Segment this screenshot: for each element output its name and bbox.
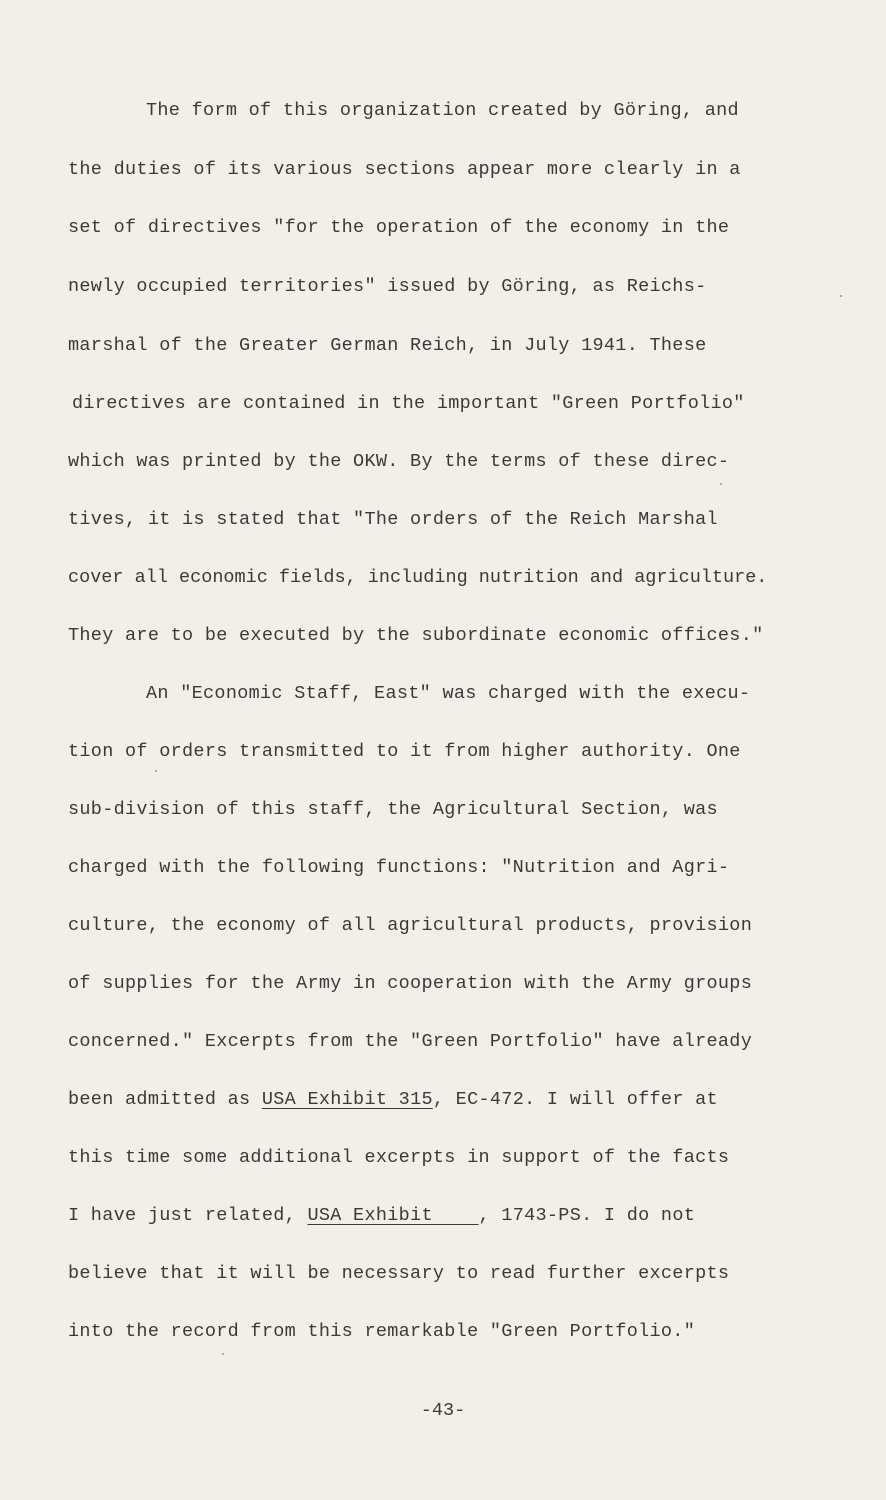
paper-speck <box>840 295 842 297</box>
text-line: tives, it is stated that "The orders of the Reich Marshal <box>68 509 718 530</box>
text-line: which was printed by the OKW. By the terms of these direc- <box>68 451 730 472</box>
page-number: -43- <box>420 1400 466 1421</box>
text-fragment: been admitted as <box>68 1089 262 1110</box>
text-line: of supplies for the Army in cooperation with the Army groups <box>68 973 753 994</box>
text-line: The form of this organization created by Göring, and <box>146 100 739 121</box>
text-line: this time some additional excerpts in support of the facts <box>68 1147 730 1168</box>
text-line: sub-division of this staff, the Agricultural Section, was <box>68 799 718 820</box>
text-line: concerned." Excerpts from the "Green Portfolio" have already <box>68 1031 753 1052</box>
text-line: tion of orders transmitted to it from higher authority. One <box>68 741 741 762</box>
text-line: charged with the following functions: "Nutrition and Agri- <box>68 857 730 878</box>
text-line: An "Economic Staff, East" was charged with the execu- <box>146 683 751 704</box>
paper-speck <box>222 1353 224 1355</box>
exhibit-reference-blank: USA Exhibit <box>307 1205 479 1226</box>
text-line: marshal of the Greater German Reich, in July 1941. These <box>68 335 707 356</box>
text-line: set of directives "for the operation of the economy in the <box>68 217 730 238</box>
text-line: newly occupied territories" issued by Göring, as Reichs- <box>68 276 707 297</box>
paper-speck <box>155 770 157 772</box>
text-fragment: , EC-472. I will offer at <box>432 1089 718 1110</box>
text-line <box>68 1089 718 1111</box>
text-line: They are to be executed by the subordinate economic offices." <box>68 625 764 646</box>
text-fragment: I have just related, <box>68 1205 308 1226</box>
text-line <box>68 1205 695 1227</box>
text-line: into the record from this remarkable "Green Portfolio." <box>68 1321 696 1342</box>
text-line: directives are contained in the important "Green Portfolio" <box>72 393 745 414</box>
text-line: the duties of its various sections appear more clearly in a <box>68 159 741 180</box>
paper-speck <box>720 483 722 485</box>
text-line: cover all economic fields, including nutrition and agriculture. <box>68 567 768 588</box>
exhibit-reference: USA Exhibit 315 <box>261 1089 433 1110</box>
text-line: culture, the economy of all agricultural products, provision <box>68 915 753 936</box>
text-fragment: , 1743-PS. I do not <box>478 1205 696 1226</box>
text-line: believe that it will be necessary to read further excerpts <box>68 1263 730 1284</box>
